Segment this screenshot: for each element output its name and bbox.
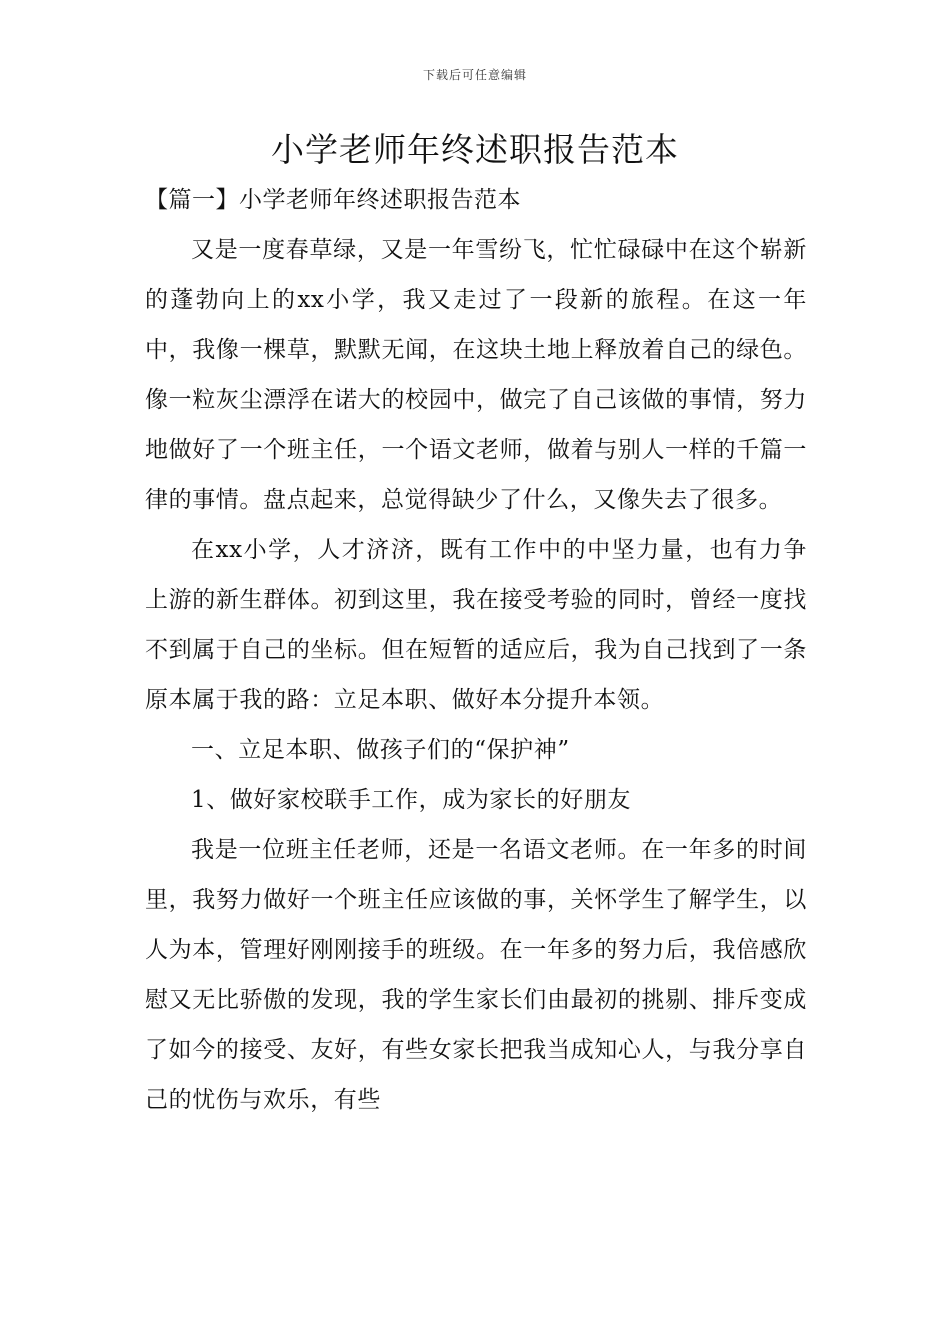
document-body: [145, 225, 807, 1125]
paragraph-xx-school: 在xx小学，人才济济，既有工作中的中坚力量，也有力争上游的新生群体。初到这里，我在接受考验的同时，曾经一度找不到属于自己的坐标。但在短暂的适应后，我为自己找到了一条原本属于我的路：立足本职、做好本分提升本领。: [145, 537, 807, 713]
paragraph-head-teacher: 我是一位班主任老师，还是一名语文老师。在一年多的时间里，我努力做好一个班主任应该做的事，关怀学生了解学生，以人为本，管理好刚刚接手的班级。在一年多的努力后，我倍感欣慰又无比骄傲的发现，我的学生家长们由最初的挑剔、排斥变成了如今的接受、友好，有些女家长把我当成知心人，与我分享自己的忧伤与欢乐，有些: [145, 837, 807, 1113]
subheading-guardian: 一、立足本职、做孩子们的“保护神”: [191, 737, 570, 763]
section-heading: 【篇一】小学老师年终述职报告范本: [145, 187, 521, 213]
paragraph-intro: 又是一度春草绿，又是一年雪纷飞，忙忙碌碌中在这个崭新的蓬勃向上的xx小学，我又走过了一段新的旅程。在这一年中，我像一棵草，默默无闻，在这块土地上释放着自己的绿色。像一粒灰尘漂浮在诺大的校园中，做完了自己该做的事情，努力地做好了一个班主任，一个语文老师，做着与别人一样的千篇一律的事情。盘点起来，总觉得缺少了什么，又像失去了很多。: [145, 237, 807, 513]
header-note: 下载后可任意编辑: [422, 68, 527, 82]
document-title: 小学老师年终述职报告范本: [271, 130, 679, 169]
subheading-home-school: 1、做好家校联手工作，成为家长的好朋友: [191, 787, 632, 813]
